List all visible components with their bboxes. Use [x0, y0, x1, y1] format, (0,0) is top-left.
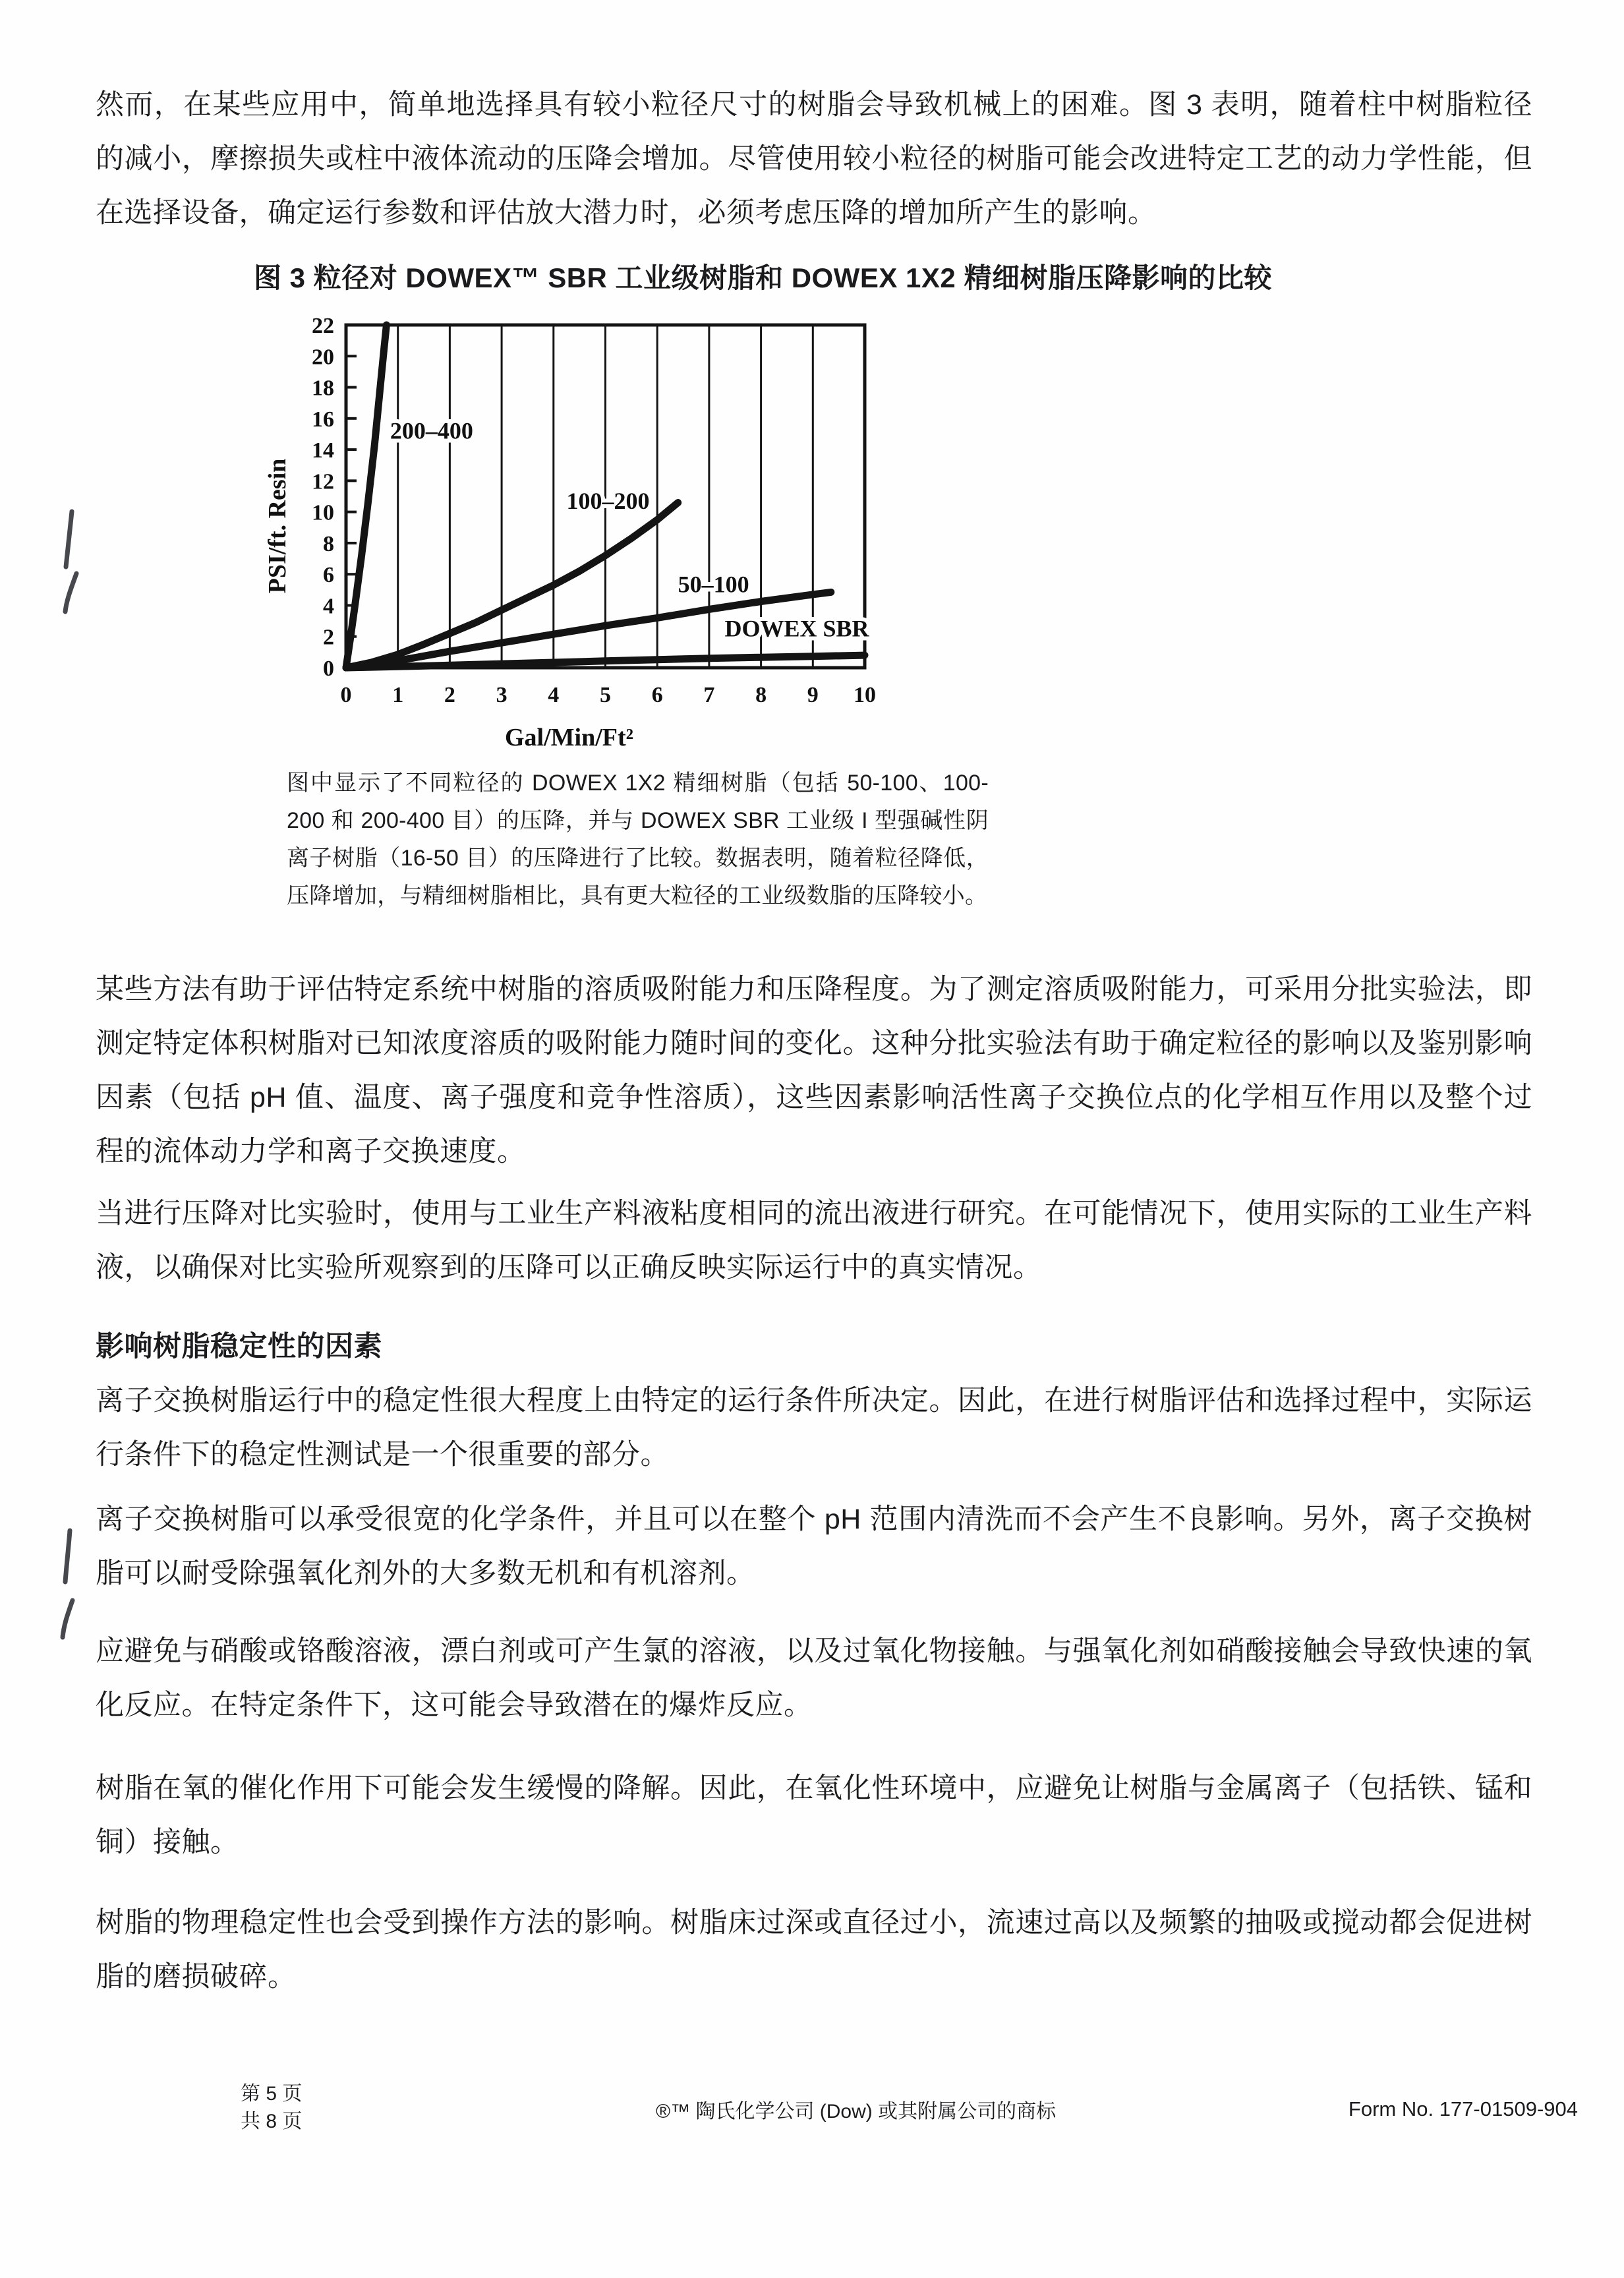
- y-tick-label: 4: [323, 594, 334, 619]
- x-tick-label: 6: [651, 683, 663, 707]
- x-tick-label: 5: [600, 683, 611, 707]
- x-tick-label: 7: [703, 683, 715, 707]
- y-tick-label: 16: [312, 407, 334, 432]
- figure-title: 图 3 粒径对 DOWEX™ SBR 工业级树脂和 DOWEX 1X2 精细树脂压降影响的比较: [254, 262, 1272, 293]
- x-tick-label: 9: [807, 683, 819, 707]
- series-label: 100–200: [566, 487, 650, 514]
- footer-page-number: [241, 2080, 302, 2136]
- pen-mark: [66, 511, 72, 567]
- x-tick-label: 0: [340, 683, 352, 707]
- footer-page-line: 共 8 页: [241, 2111, 303, 2132]
- series-label: 200–400: [390, 417, 473, 444]
- y-tick-label: 6: [323, 563, 334, 588]
- intro-paragraph: 然而，在某些应用中，简单地选择具有较小粒径尺寸的树脂会导致机械上的困难。图 3 表明，随着柱中树脂粒径的减小，摩擦损失或柱中液体流动的压降会增加。尽管使用较小粒径的树脂可能会改进特定工艺的动力学性能，但在选择设备，确定运行参数和评估放大潜力时，必须考虑压降的增加所产生的影响。: [96, 89, 1532, 229]
- body-paragraph: 应避免与硝酸或铬酸溶液，漂白剂或可产生氯的溶液，以及过氧化物接触。与强氧化剂如硝酸接触会导致快速的氧化反应。在特定条件下，这可能会导致潜在的爆炸反应。: [96, 1635, 1532, 1721]
- body-paragraph: 树脂在氧的催化作用下可能会发生缓慢的降解。因此，在氧化性环境中，应避免让树脂与金属离子（包括铁、锰和铜）接触。: [96, 1772, 1532, 1858]
- y-tick-label: 20: [312, 345, 334, 370]
- series-label: 50–100: [678, 571, 749, 598]
- section-heading: 影响树脂稳定性的因素: [96, 1331, 382, 1362]
- x-tick-label: 4: [548, 683, 560, 707]
- x-tick-label: 8: [755, 683, 767, 707]
- x-tick-label: 3: [496, 683, 508, 707]
- x-tick-label: 10: [854, 683, 876, 707]
- footer-trademark: ®™ 陶氏化学公司 (Dow) 或其附属公司的商标: [656, 2101, 1057, 2122]
- y-tick-label: 10: [312, 500, 334, 525]
- x-tick-label: 2: [444, 683, 455, 707]
- y-tick-label: 14: [312, 438, 334, 463]
- body-paragraph: 树脂的物理稳定性也会受到操作方法的影响。树脂床过深或直径过小，流速过高以及频繁的抽吸或搅动都会促进树脂的磨损破碎。: [96, 1907, 1532, 1993]
- figure-caption: 图中显示了不同粒径的 DOWEX 1X2 精细树脂（包括 50-100、100-200 和 200-400 目）的压降，并与 DOWEX SBR 工业级 I 型强碱性阴离子树脂（16-50 目）的压降进行了比较。数据表明，随着粒径降低，压降增加，与精细树脂相比，具有更大粒径的工业级数脂的压降较小。: [287, 771, 989, 908]
- x-axis-title: Gal/Min/Ft²: [504, 724, 634, 751]
- figure-chart: [260, 308, 886, 763]
- footer-form-number: Form No. 177-01509-904: [1348, 2097, 1578, 2120]
- y-tick-label: 0: [323, 657, 334, 681]
- y-tick-label: 18: [312, 376, 334, 401]
- body-paragraph: 当进行压降对比实验时，使用与工业生产料液粘度相同的流出液进行研究。在可能情况下，使用实际的工业生产料液，以确保对比实验所观察到的压降可以正确反映实际运行中的真实情况。: [96, 1198, 1532, 1283]
- y-tick-label: 12: [312, 469, 334, 494]
- body-paragraph: 离子交换树脂运行中的稳定性很大程度上由特定的运行条件所决定。因此，在进行树脂评估和选择过程中，实际运行条件下的稳定性测试是一个很重要的部分。: [96, 1385, 1532, 1471]
- x-tick-label: 1: [392, 683, 404, 707]
- pen-mark: [63, 1600, 72, 1637]
- body-paragraph: 离子交换树脂可以承受很宽的化学条件，并且可以在整个 pH 范围内清洗而不会产生不良影响。另外，离子交换树脂可以耐受除强氧化剂外的大多数无机和有机溶剂。: [96, 1504, 1532, 1589]
- pen-mark: [65, 1531, 70, 1582]
- body-paragraph: 某些方法有助于评估特定系统中树脂的溶质吸附能力和压降程度。为了测定溶质吸附能力，可采用分批实验法，即测定特定体积树脂对已知浓度溶质的吸附能力随时间的变化。这种分批实验法有助于确定粒径的影响以及鉴别影响因素（包括 pH 值、温度、离子强度和竞争性溶质），这些因素影响活性离子交换位点的化学相互作用以及整个过程的流体动力学和离子交换速度。: [96, 974, 1532, 1167]
- y-tick-label: 2: [323, 625, 334, 650]
- y-axis-title: PSI/ft. Resin: [264, 458, 291, 594]
- series-label: DOWEX SBR: [724, 615, 869, 642]
- pen-mark: [65, 573, 76, 612]
- y-tick-label: 8: [323, 531, 334, 556]
- footer-page-line: 第 5 页: [241, 2083, 303, 2105]
- y-tick-label: 22: [312, 314, 334, 338]
- series-line: [346, 325, 386, 668]
